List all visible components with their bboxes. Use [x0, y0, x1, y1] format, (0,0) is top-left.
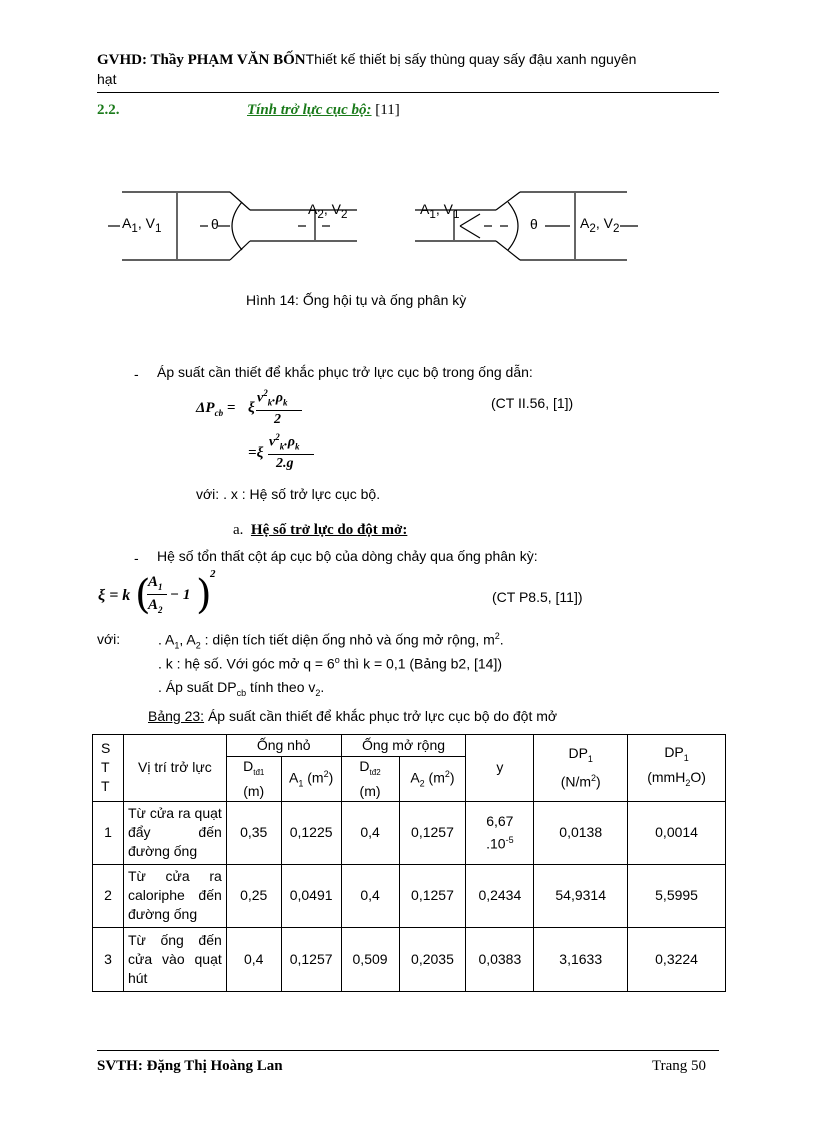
row-y: 0,0383 [466, 927, 534, 991]
row-d1: 0,35 [226, 801, 281, 864]
header-d2: $D_{tđ2}$ (m) [341, 757, 399, 802]
formula-denominator: 2 [274, 412, 281, 427]
row-stt: 1 [93, 801, 124, 864]
pipe-figure [100, 180, 660, 280]
row-d2: 0,4 [341, 801, 399, 864]
label-left-theta: θ [211, 216, 219, 232]
header-expanded-pipe: Ống mở rộng [341, 735, 466, 757]
label-left-outlet: $A_2$, $V_2$ [308, 201, 348, 221]
note-coefficient-k: . k : hệ số. Với góc mở $q = 6^o$ thì k = 0,1 (Bảng b2, [14]) [158, 655, 502, 672]
formula-paren-close: ) [196, 572, 212, 618]
right-cone-top [496, 192, 520, 210]
formula-1-reference: (CT II.56, [1]) [491, 395, 574, 411]
note-areas: . $A_1$, $A_2$ : diện tích tiết diện ống nhỏ và ống mở rộng, $m^2$. [158, 631, 504, 651]
paragraph-loss-coefficient: Hệ số tổn thất cột áp cục bộ của dòng chảy qua ống phân kỳ: [157, 548, 538, 564]
formula-a-bar [147, 594, 167, 595]
table-caption: Bảng 23: Áp suất cần thiết để khắc phục trở lực cục bộ do đột mở [148, 708, 558, 724]
label-right-inlet: $A_1$, $V_1$ [420, 201, 460, 221]
row-a1: 0,1257 [281, 927, 341, 991]
formula-a1: $A_1$ [148, 574, 163, 592]
header-dp-pa: $DP_1$ $(N/m^2)$ [534, 735, 628, 802]
subsection-a-title: Hệ số trở lực do đột mở: [250, 522, 408, 538]
left-angle-arc [232, 202, 242, 250]
header-small-pipe: Ống nhỏ [226, 735, 341, 757]
row-a1: 0,1225 [281, 801, 341, 864]
formula-minus-one: − 1 [170, 587, 191, 603]
row-dp-mmh2o: 0,3224 [628, 927, 726, 991]
section-ref: [11] [371, 102, 400, 118]
formula-a2: $A_2$ [148, 597, 163, 615]
bullet-dash-2: - [134, 550, 139, 566]
right-cone-bottom [496, 241, 520, 260]
formula-xi: ξ [248, 400, 255, 416]
formula-pressure [196, 388, 316, 471]
header-advisor: GVHD: Thầy PHẠM VĂN BỐN [97, 52, 306, 68]
row-d2: 0,4 [341, 864, 399, 927]
table-caption-label: Bảng 23: [148, 708, 205, 724]
left-cone-bottom [230, 241, 250, 260]
left-cone-top [230, 192, 250, 210]
row-a1: 0,0491 [281, 864, 341, 927]
formula-xi-left: ξ = k [98, 587, 131, 604]
table-header-row-1 [93, 735, 726, 757]
label-right-outlet: $A_2$, $V_2$ [580, 215, 620, 235]
right-angle-ray-top [460, 214, 480, 226]
formula-fraction-bar [256, 410, 302, 411]
row-d1: 0,4 [226, 927, 281, 991]
formula-dp: $\Delta P_{cb}$ = [196, 400, 236, 418]
header-a1: $A_1$ $(m^2)$ [281, 757, 341, 802]
header-d1: $D_{tđ1}$ (m) [226, 757, 281, 802]
formula-1-note: với: . x : Hệ số trở lực cục bộ. [196, 486, 381, 502]
formula-xi-k [98, 568, 218, 624]
paragraph-pressure: Áp suất cần thiết để khắc phục trở lực cục bộ trong ống dẫn: [157, 364, 533, 380]
pressure-table [92, 734, 726, 992]
row-location: Từ cửa ra caloriphe đến đường ống [123, 864, 226, 927]
formula-denominator-2: 2.g [276, 456, 294, 471]
row-location: Từ cửa ra quạt đẩy đến đường ống [123, 801, 226, 864]
row-dp-pa: 0,0138 [534, 801, 628, 864]
header-title-cont: hạt [97, 71, 117, 87]
row-d2: 0,509 [341, 927, 399, 991]
formula-square: 2 [210, 568, 216, 580]
row-stt: 2 [93, 864, 124, 927]
label-right-theta: θ [530, 216, 538, 232]
section-title-text: Tính trở lực cục bộ: [247, 102, 372, 118]
row-dp-pa: 54,9314 [534, 864, 628, 927]
header-a2: $A_2$ $(m^2)$ [399, 757, 466, 802]
right-angle-arc [508, 202, 518, 250]
row-a2: 0,2035 [399, 927, 466, 991]
formula-eq-2: =ξ [248, 445, 264, 461]
label-left-inlet: $A_1$, $V_1$ [122, 215, 162, 235]
footer-rule [97, 1050, 719, 1051]
formula-paren-open: ( [135, 572, 151, 618]
header-location: Vị trí trở lực [123, 735, 226, 802]
row-location: Từ ống đến cửa vào quạt hút [123, 927, 226, 991]
formula-numerator: $v^2_k.\rho_k$ [257, 388, 288, 408]
header-title: Thiết kế thiết bị sấy thùng quay sấy đậu xanh nguyên [305, 51, 637, 67]
bullet-dash-1: - [134, 366, 139, 382]
row-y: 0,2434 [466, 864, 534, 927]
row-stt: 3 [93, 927, 124, 991]
header-y: y [466, 735, 534, 802]
row-d1: 0,25 [226, 864, 281, 927]
row-dp-mmh2o: 0,0014 [628, 801, 726, 864]
row-y: 6,67 $.10^{-5}$ [466, 801, 534, 864]
table-row [93, 801, 726, 864]
header-stt: S T T [93, 735, 124, 802]
section-title [247, 102, 400, 119]
note-pressure-calc: . Áp suất $DP_{cb}$ tính theo $v_2$. [158, 679, 325, 698]
footer-student: SVTH: Đặng Thị Hoàng Lan [97, 1058, 283, 1074]
row-a2: 0,1257 [399, 801, 466, 864]
formula-fraction-bar-2 [268, 454, 314, 455]
right-angle-ray-bottom [460, 226, 480, 238]
section-number: 2.2. [97, 102, 120, 118]
table-row [93, 864, 726, 927]
formula-numerator-2: $v^2_k.\rho_k$ [269, 432, 300, 452]
row-dp-mmh2o: 5,5995 [628, 864, 726, 927]
table-row [93, 927, 726, 991]
header-dp-mmh2o: $DP_1$ (mmH$_2$O) [628, 735, 726, 802]
page-header [97, 50, 719, 90]
footer-page-number: Trang 50 [652, 1058, 707, 1074]
row-dp-pa: 3,1633 [534, 927, 628, 991]
formula-2-note-label: với: [97, 631, 121, 647]
row-a2: 0,1257 [399, 864, 466, 927]
formula-2-reference: (CT P8.5, [11]) [492, 589, 583, 605]
subsection-a: a. Hệ số trở lực do đột mở: [233, 522, 408, 538]
header-rule [97, 92, 719, 93]
figure-caption: Hình 14: Ống hội tụ và ống phân kỳ [246, 292, 467, 308]
